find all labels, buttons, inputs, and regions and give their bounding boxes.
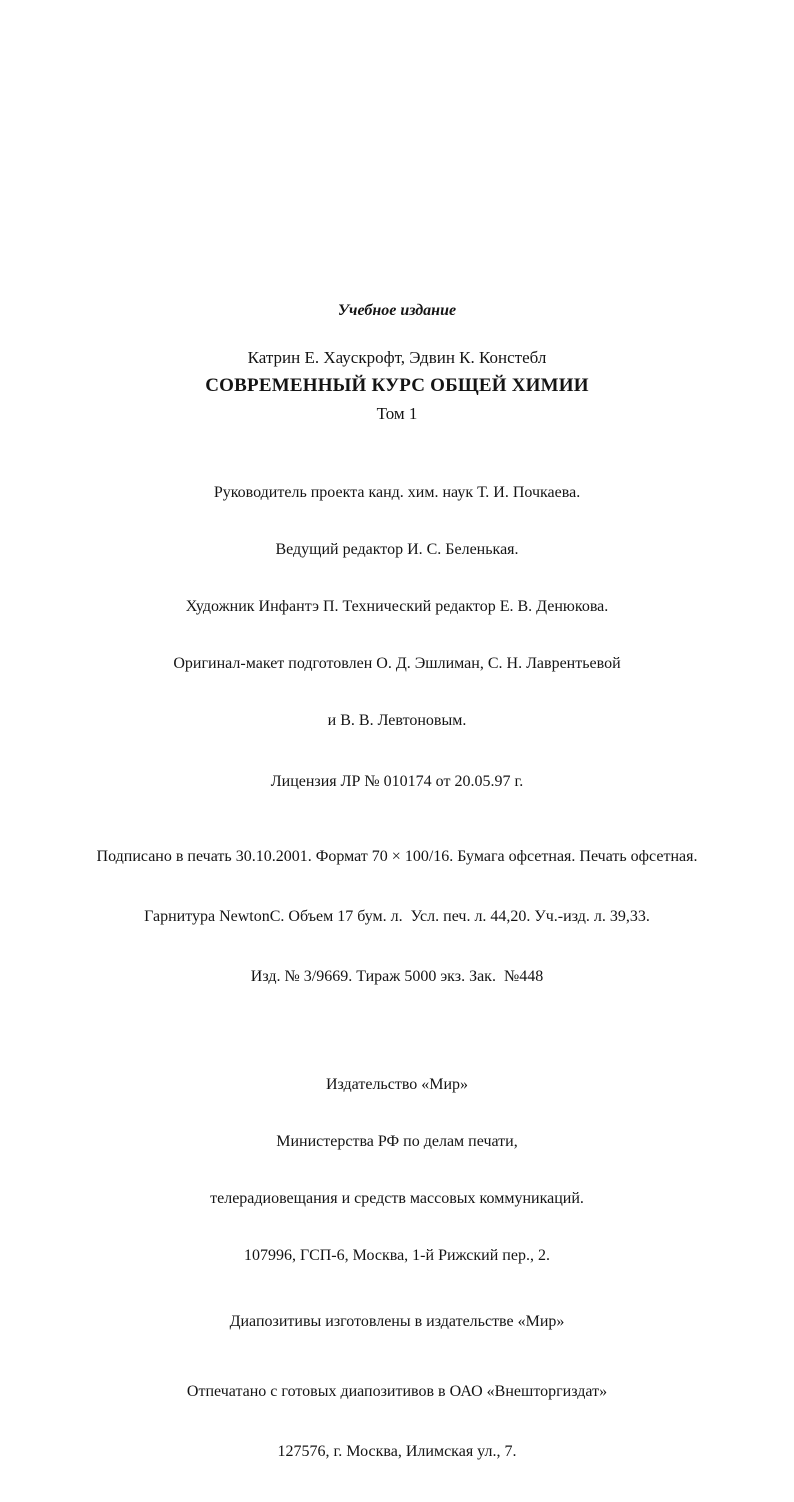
diapositives-line: Диапозитивы изготовлены в издательстве «Мир»: [229, 1313, 565, 1330]
staff-line: и В. В. Левтоновым.: [327, 712, 467, 729]
staff-line: Руководитель проекта канд. хим. наук Т. И. Почкаева.: [213, 484, 581, 501]
volume-line: Том 1: [376, 404, 418, 423]
print-info-line: Гарнитура NewtonC. Объем 17 бум. л. Усл. печ. л. 44,20. Уч.-изд. л. 39,33.: [144, 908, 650, 925]
publisher-line: 107996, ГСП-6, Москва, 1-й Рижский пер., 2.: [244, 1247, 550, 1264]
staff-line: Оригинал-макет подготовлен О. Д. Эшлиман, С. Н. Лаврентьевой: [173, 655, 621, 672]
staff-line: Художник Инфантэ П. Технический редактор Е. В. Денюкова.: [185, 598, 609, 615]
edition-notice: Учебное издание: [337, 302, 457, 319]
printing-house-line: 127576, г. Москва, Илимская ул., 7.: [277, 1443, 517, 1460]
printing-house-block: [0, 1342, 794, 1502]
publisher-line: Министерства РФ по делам печати,: [276, 1133, 518, 1150]
page-title: СОВРЕМЕННЫЙ КУРС ОБЩЕЙ ХИМИИ: [205, 375, 589, 396]
publisher-block: [0, 1037, 794, 1303]
printing-house-line: Отпечатано с готовых диапозитивов в ОАО «Внешторгиздат»: [186, 1383, 608, 1400]
staff-credits-block: [0, 445, 794, 768]
print-info-block: [0, 807, 794, 1027]
print-info-line: Подписано в печать 30.10.2001. Формат 70 × 100/16. Бумага офсетная. Печать офсетная.: [96, 848, 698, 865]
publisher-line: телерадиовещания и средств массовых коммуникаций.: [210, 1190, 584, 1207]
publisher-line: Издательство «Мир»: [325, 1076, 469, 1093]
license-line: Лицензия ЛР № 010174 от 20.05.97 г.: [270, 773, 524, 790]
authors-line: Катрин Е. Хаускрофт, Эдвин К. Констебл: [247, 348, 547, 367]
print-info-line: Изд. № 3/9669. Тираж 5000 экз. Зак. №448: [250, 968, 544, 985]
staff-line: Ведущий редактор И. С. Беленькая.: [275, 541, 519, 558]
